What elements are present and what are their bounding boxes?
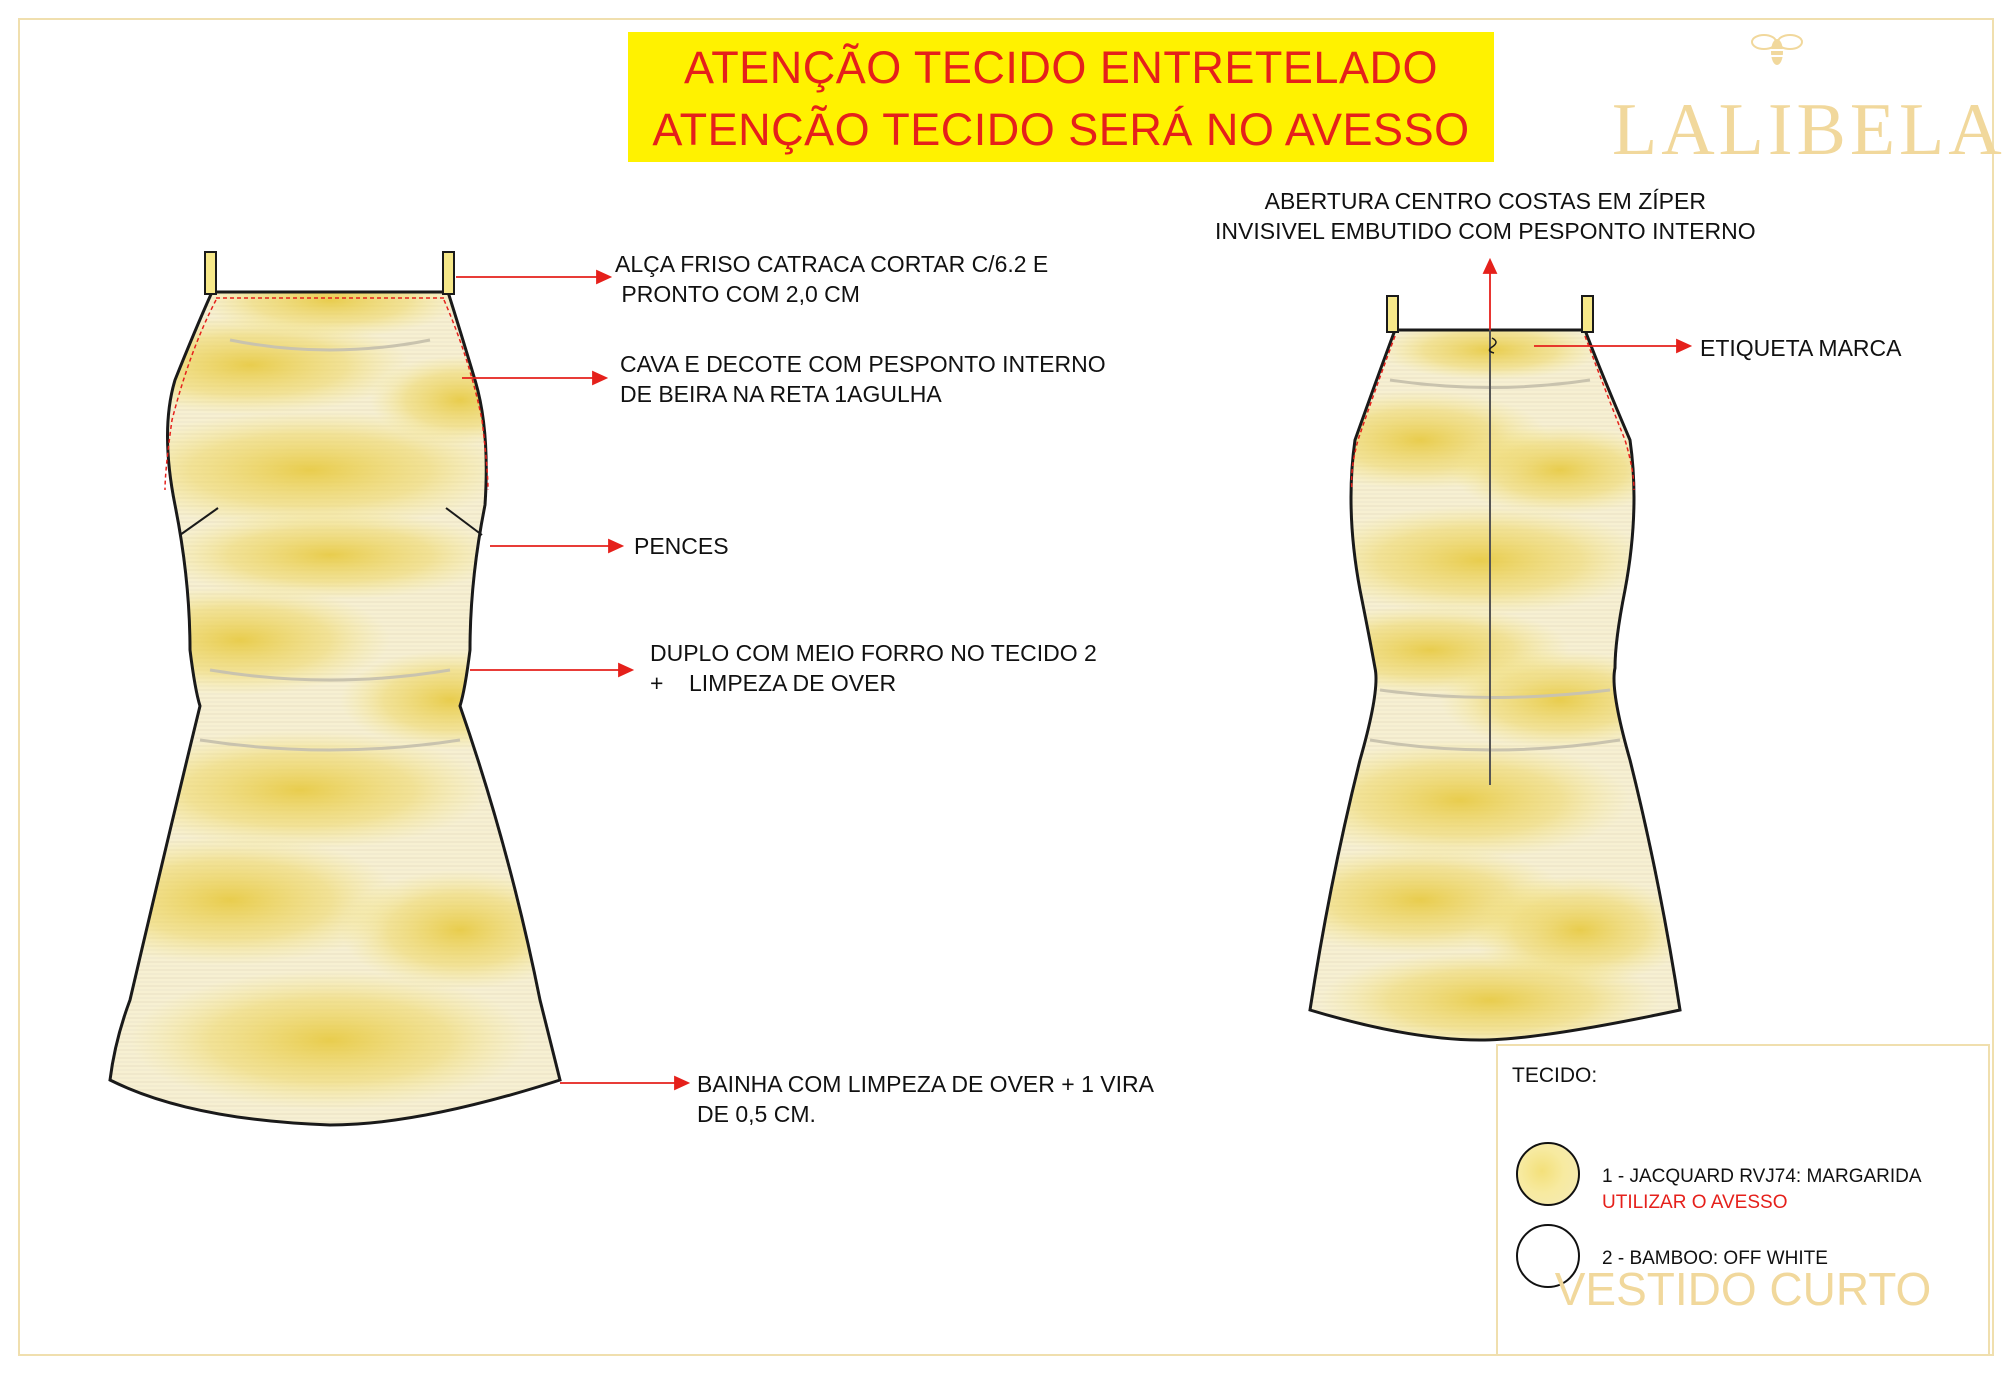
note-zipper: ABERTURA CENTRO COSTAS EM ZÍPER INVISIVEL EMBUTIDO COM PESPONTO INTERNO [1215,188,1756,244]
note-armhole: CAVA E DECOTE COM PESPONTO INTERNO DE BEIRA NA RETA 1AGULHA [620,351,1106,407]
note-darts: PENCES [634,533,729,559]
fabric-legend [1496,1044,1990,1356]
fabric-1-label: 1 - JACQUARD RVJ74: MARGARIDA [1602,1166,1922,1187]
garment-title: VESTIDO CURTO [1554,1263,1932,1315]
legend-heading: TECIDO: [1512,1064,1598,1087]
fabric-1-swatch [1516,1142,1580,1206]
fabric-1-note: UTILIZAR O AVESSO [1602,1192,1788,1213]
note-label: ETIQUETA MARCA [1700,335,1902,361]
warning-line-1: ATENÇÃO TECIDO ENTRETELADO [684,42,1438,93]
front-dress-view [60,252,580,1140]
note-hem: BAINHA COM LIMPEZA DE OVER + 1 VIRA DE 0,5 CM. [697,1071,1154,1127]
warning-line-2: ATENÇÃO TECIDO SERÁ NO AVESSO [652,104,1470,155]
brand-logo: LALIBELA [1612,89,2006,171]
note-strap: ALÇA FRISO CATRACA CORTAR C/6.2 E PRONTO COM 2,0 CM [615,251,1049,307]
note-lining: DUPLO COM MEIO FORRO NO TECIDO 2 + LIMPEZA DE OVER [650,640,1097,696]
back-dress-view [1270,296,1700,1050]
fabric-2-label: 2 - BAMBOO: OFF WHITE [1602,1248,1828,1269]
